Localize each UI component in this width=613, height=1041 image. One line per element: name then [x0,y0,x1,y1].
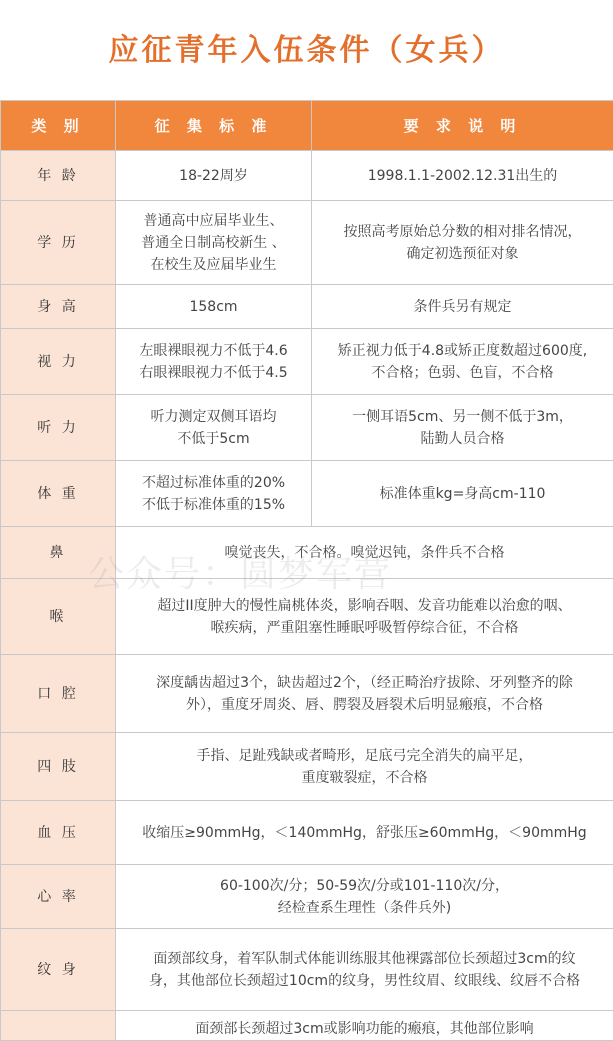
row-category: 纹 身 [1,929,116,1011]
row-category: 学 历 [1,201,116,285]
row-standard: 听力测定双侧耳语均 不低于5cm [116,395,312,461]
table-row [1,461,613,527]
row-note: 1998.1.1-2002.12.31出生的 [312,151,613,201]
row-category: 喉 [1,579,116,655]
row-category: 血 压 [1,801,116,865]
table-row [1,579,613,655]
header-note: 要 求 说 明 [312,101,613,151]
row-note: 标准体重kg=身高cm-110 [312,461,613,527]
row-category: 心 率 [1,865,116,929]
row-standard: 158cm [116,285,312,329]
table-row [1,285,613,329]
row-standard: 18-22周岁 [116,151,312,201]
table-row [1,655,613,733]
table-row [1,329,613,395]
table-row [1,395,613,461]
table-header-row [1,101,613,151]
table-row [1,527,613,579]
table-row [1,865,613,929]
row-category: 鼻 [1,527,116,579]
title-bar [0,0,613,100]
row-category: 口 腔 [1,655,116,733]
row-category [1,1011,116,1041]
header-standard: 征 集 标 准 [116,101,312,151]
row-category: 听 力 [1,395,116,461]
row-requirement: 超过II度肿大的慢性扁桃体炎，影响吞咽、发音功能难以治愈的咽、 喉疾病，严重阻塞性睡眠呼吸暂停综合征，不合格 [116,579,613,655]
row-category: 视 力 [1,329,116,395]
row-category: 体 重 [1,461,116,527]
row-standard: 普通高中应届毕业生、 普通全日制高校新生 、 在校生及应届毕业生 [116,201,312,285]
table-row [1,151,613,201]
table-body [1,151,613,1041]
row-standard: 不超过标准体重的20% 不低于标准体重的15% [116,461,312,527]
row-category: 四 肢 [1,733,116,801]
requirements-table [0,100,613,1041]
table-row [1,801,613,865]
row-requirement: 深度龋齿超过3个，缺齿超过2个，（经正畸治疗拔除、牙列整齐的除 外），重度牙周炎、唇、腭裂及唇裂术后明显瘢痕，不合格 [116,655,613,733]
row-requirement: 60-100次/分；50-59次/分或101-110次/分， 经检查系生理性（条件兵外) [116,865,613,929]
row-requirement: 面颈部长颈超过3cm或影响功能的瘢痕，其他部位影响 [116,1011,613,1041]
row-requirement: 面颈部纹身，着军队制式体能训练服其他裸露部位长颈超过3cm的纹 身，其他部位长颈超过10cm的纹身，男性纹眉、纹眼线、纹唇不合格 [116,929,613,1011]
header-category: 类 别 [1,101,116,151]
row-category: 身 高 [1,285,116,329]
row-note: 一侧耳语5cm、另一侧不低于3m， 陆勤人员合格 [312,395,613,461]
row-requirement: 手指、足趾残缺或者畸形，足底弓完全消失的扁平足， 重度皲裂症，不合格 [116,733,613,801]
row-category: 年 龄 [1,151,116,201]
row-standard: 左眼裸眼视力不低于4.6 右眼裸眼视力不低于4.5 [116,329,312,395]
table-row [1,1011,613,1041]
table-row [1,929,613,1011]
row-note: 矫正视力低于4.8或矫正度数超过600度, 不合格；色弱、色盲，不合格 [312,329,613,395]
row-note: 条件兵另有规定 [312,285,613,329]
table-row [1,201,613,285]
row-note: 按照高考原始总分数的相对排名情况， 确定初选预征对象 [312,201,613,285]
page-title: 应征青年入伍条件（女兵） [109,25,505,69]
row-requirement: 嗅觉丧失，不合格。嗅觉迟钝，条件兵不合格 [116,527,613,579]
table-row [1,733,613,801]
row-requirement: 收缩压≥90mmHg，＜140mmHg，舒张压≥60mmHg，＜90mmHg [116,801,613,865]
